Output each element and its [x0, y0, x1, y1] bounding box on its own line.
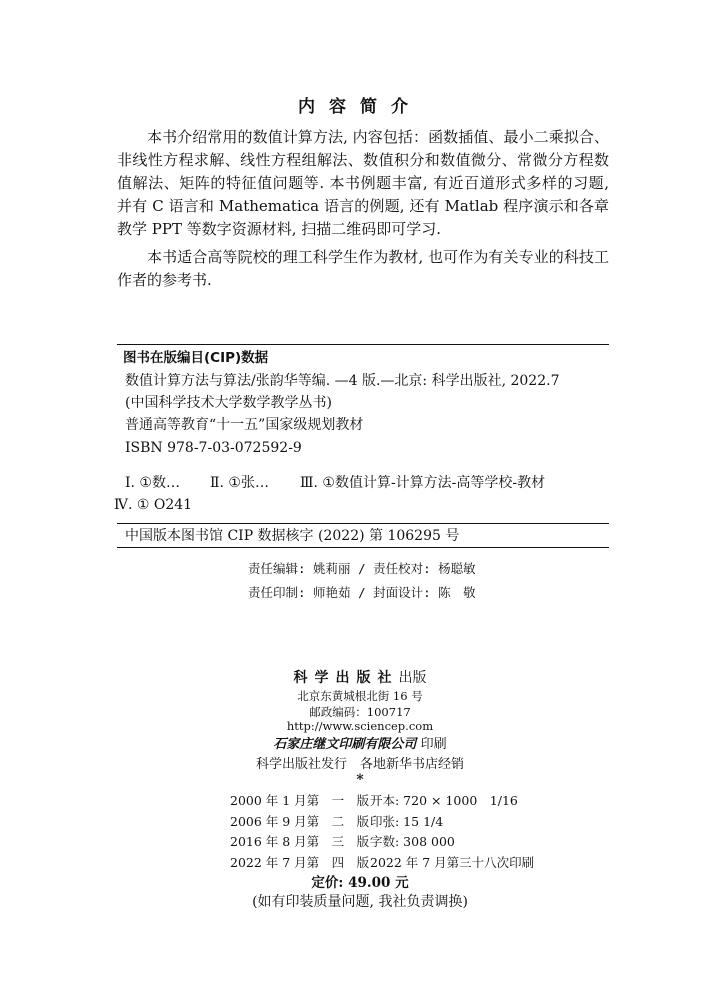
distribution-line: 科学出版社发行 各地新华书店经销: [255, 757, 464, 772]
cip-line-title-author: 数值计算方法与算法/张韵华等编. —4 版.—北京: 科学出版社, 2022.7: [125, 373, 560, 389]
intro-paragraph-1: 本书介绍常用的数值计算方法, 内容包括：函数插值、最小二乘拟合、非线性方程求解、线性方程组解法、数值积分和数值微分、常微分方程数值解法、矩阵的特征值问题等. 本书例题丰富, 有近百道形式多样的习题, 并有 C 语言和 Mathematica 语言的例题, 还有 Matlab 程序演示和各章教学 PPT 等数字资源材料, 扫描二维码即可学习.: [117, 128, 609, 238]
cip-classification-3: Ⅲ. ①数值计算-计算方法-高等学校-教材: [300, 475, 546, 491]
cip-top-rule: [117, 344, 609, 345]
publisher-suffix: 出版: [398, 670, 427, 686]
quality-notice: (如有印装质量问题, 我社负责调换): [252, 894, 468, 910]
edition-spec: 印张: 15 1/4: [370, 814, 444, 829]
price: 定价: 49.00 元: [311, 875, 409, 891]
staff-production: 责任印制: 师艳茹 / 封面设计: 陈 敬: [248, 585, 476, 600]
edition-spec: 字数: 308 000: [370, 834, 455, 849]
cip-bottom-rule: [117, 547, 609, 548]
edition-spec: 开本: 720 × 1000 1/16: [370, 793, 518, 808]
printer-suffix: 印刷: [420, 737, 447, 752]
cip-data-number: 中国版本图书馆 CIP 数据核字 (2022) 第 106295 号: [125, 528, 460, 544]
cip-classification-1: Ⅰ. ①数…: [125, 475, 180, 491]
publisher-url: http://www.sciencep.com: [286, 719, 434, 733]
cip-classification-4: Ⅳ. ① O241: [114, 497, 193, 513]
publisher-name: 科学出版社: [293, 670, 399, 686]
staff-editors: 责任编辑: 姚莉丽 / 责任校对: 杨聪敏: [248, 561, 476, 576]
printer-line: [0, 733, 720, 752]
edition-spec: 2022 年 7 月第三十八次印刷: [370, 855, 535, 870]
separator-star: *: [356, 772, 364, 788]
cip-middle-rule: [117, 523, 609, 524]
edition-date: 2006 年 9 月第 二 版: [230, 814, 370, 829]
cip-classification-2: Ⅱ. ①张…: [210, 475, 269, 491]
cip-title: 图书在版编目(CIP)数据: [123, 350, 269, 366]
cip-line-series: (中国科学技术大学数学教学丛书): [125, 395, 332, 411]
cip-line-isbn: ISBN 978-7-03-072592-9: [125, 440, 302, 456]
intro-paragraph-2: 本书适合高等院校的理工科学生作为教材, 也可作为有关专业的科技工作者的参考书.: [117, 248, 609, 289]
edition-date: 2016 年 8 月第 三 版: [230, 834, 370, 849]
cip-line-plan: 普通高等教育“十一五”国家级规划教材: [125, 417, 364, 433]
page-title: 内容简介: [298, 97, 422, 117]
printer-name: 石家庄继文印刷有限公司: [273, 737, 417, 752]
edition-date: 2000 年 1 月第 一 版: [230, 793, 370, 808]
publisher-line: [0, 667, 720, 687]
publisher-address: 北京东黄城根北街 16 号: [297, 689, 423, 703]
edition-date: 2022 年 7 月第 四 版: [230, 855, 370, 870]
publisher-postcode: 邮政编码：100717: [309, 705, 411, 719]
